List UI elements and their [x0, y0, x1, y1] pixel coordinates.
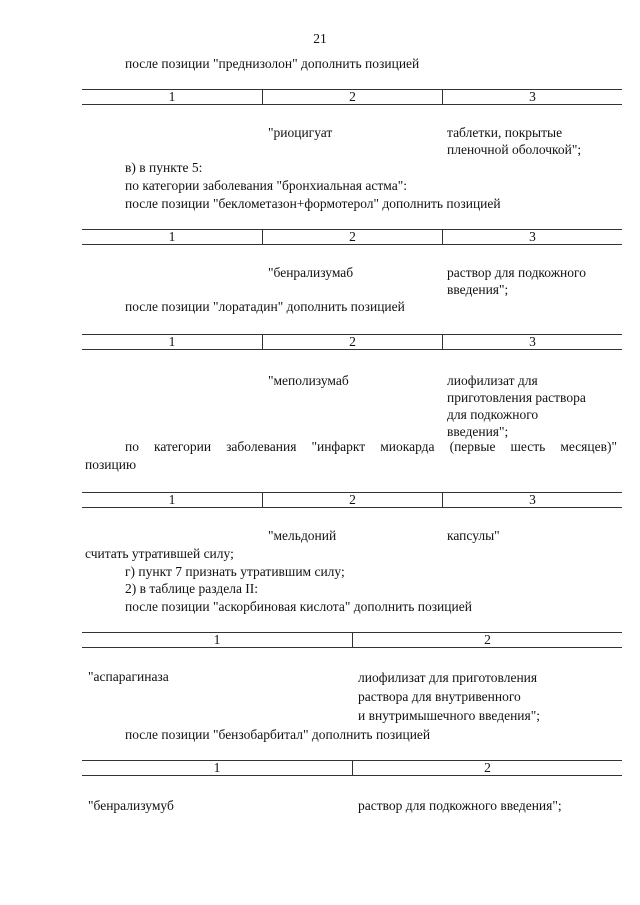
column-header-2: 2: [352, 633, 622, 647]
column-header-2: 2: [262, 230, 442, 244]
drug-name-benralizumab-2: "бенрализумуб: [88, 798, 174, 813]
column-header-1: 1: [213, 760, 221, 775]
drug-form-line: введения";: [447, 282, 509, 297]
column-header-2: 2: [262, 335, 442, 349]
drug-form-riociguat: [447, 124, 581, 158]
drug-name-meldonium: "мельдоний: [268, 528, 337, 543]
drug-name-mepolizumab: "меполизумаб: [268, 373, 349, 388]
column-header-1: 1: [168, 492, 176, 507]
drug-form-benralizumab-2: раствор для подкожного введения";: [358, 798, 562, 813]
paragraph-after-ascorbic-acid: после позиции "аскорбиновая кислота" дополнить позицией: [125, 599, 472, 614]
drug-name-riociguat: "риоцигуат: [268, 125, 333, 140]
drug-form-line: лиофилизат для приготовления: [358, 670, 538, 685]
column-header-1: 1: [168, 334, 176, 349]
item-g: г) пункт 7 признать утратившим силу;: [125, 564, 345, 579]
category-asthma: по категории заболевания "бронхиальная астма":: [125, 178, 407, 193]
column-header-3: 3: [442, 230, 622, 244]
column-header-3: 3: [442, 90, 622, 104]
item-v: в) в пункте 5:: [125, 160, 203, 175]
page-number: 21: [313, 31, 327, 46]
drug-form-line: раствор для подкожного: [447, 265, 586, 280]
paragraph-after-loratadine: после позиции "лоратадин" дополнить позицией: [125, 299, 405, 314]
drug-name-asparaginase: "аспарагиназа: [88, 669, 169, 684]
drug-form-asparaginase: [358, 668, 540, 725]
drug-form-line: для подкожного: [447, 407, 539, 422]
column-header-table-5: [82, 632, 622, 648]
paragraph-after-benzobarbital: после позиции "бензобарбитал" дополнить позицией: [125, 727, 431, 742]
drug-form-mepolizumab: [447, 372, 586, 440]
column-header-table-1: [82, 89, 622, 105]
column-header-1: 1: [213, 632, 221, 647]
column-header-1: 1: [168, 229, 176, 244]
drug-form-line: лиофилизат для: [447, 373, 538, 388]
item-2: 2) в таблице раздела II:: [125, 581, 259, 596]
column-header-table-6: [82, 760, 622, 776]
column-header-3: 3: [442, 493, 622, 507]
column-header-table-2: [82, 229, 622, 245]
column-header-1: 1: [168, 89, 176, 104]
column-header-2: 2: [262, 90, 442, 104]
drug-form-line: пленочной оболочкой";: [447, 142, 582, 157]
drug-form-meldonium: капсулы": [447, 528, 500, 543]
paragraph-after-beclomethasone: после позиции "беклометазон+формотерол" дополнить позицией: [125, 196, 501, 211]
paragraph-considered-void: считать утратившей силу;: [85, 546, 234, 561]
drug-form-line: таблетки, покрытые: [447, 125, 563, 140]
drug-form-benralizumab: [447, 264, 586, 298]
column-header-table-4: [82, 492, 622, 508]
category-infarct-line-1: по категории заболевания "инфаркт миокарда (первые шесть месяцев)": [125, 439, 617, 454]
drug-form-line: введения";: [447, 424, 509, 439]
drug-form-line: раствора для внутривенного: [358, 689, 521, 704]
column-header-3: 3: [442, 335, 622, 349]
drug-form-line: приготовления раствора: [447, 390, 586, 405]
column-header-2: 2: [352, 761, 622, 775]
column-header-table-3: [82, 334, 622, 350]
paragraph-intro-prednisolone: после позиции "преднизолон" дополнить позицией: [125, 56, 420, 71]
drug-name-benralizumab: "бенрализумаб: [268, 265, 354, 280]
column-header-2: 2: [262, 493, 442, 507]
category-infarct-line-2: позицию: [85, 457, 137, 472]
drug-form-line: и внутримышечного введения";: [358, 708, 541, 723]
